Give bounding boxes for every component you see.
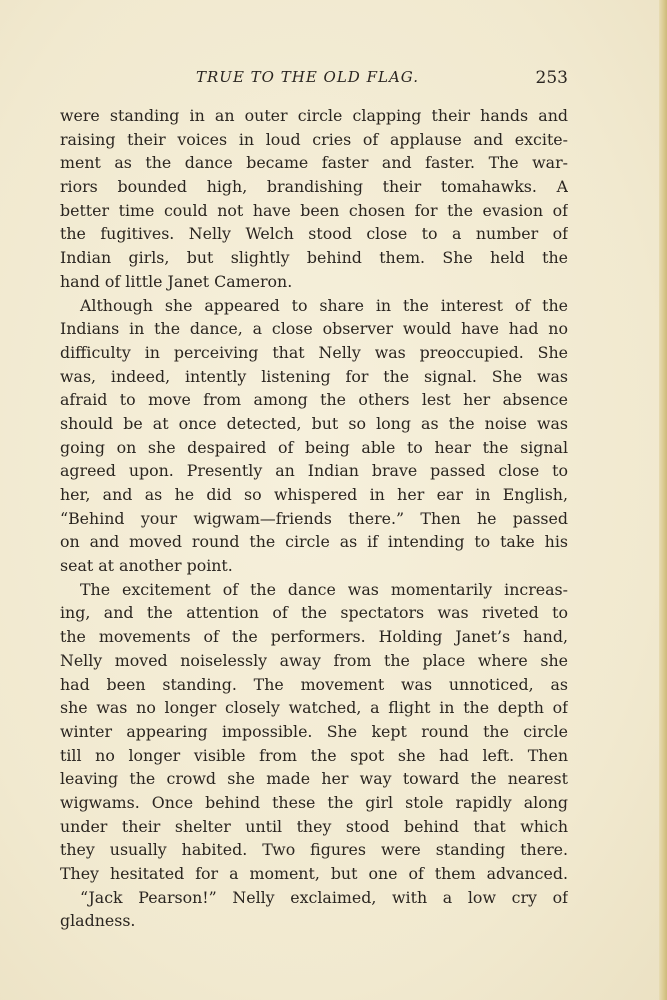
text-line: had been standing. The movement was unnoticed, as: [60, 674, 568, 694]
text-line: till no longer visible from the spot she had left. Then: [60, 745, 568, 765]
text-line: she was no longer closely watched, a flight in the depth of: [60, 698, 568, 718]
text-line: riors bounded high, brandishing their tomahawks. A: [60, 177, 568, 197]
text-line: Although she appeared to share in the interest of the: [80, 295, 568, 315]
text-line: “Jack Pearson!” Nelly exclaimed, with a low cry of: [80, 887, 568, 907]
text-line: hand of little Janet Cameron.: [60, 271, 293, 291]
text-line: going on she despaired of being able to hear the signal: [60, 437, 568, 457]
text-line: wigwams. Once behind these the girl stole rapidly along: [60, 792, 568, 812]
text-line: ing, and the attention of the spectators was riveted to: [60, 603, 568, 623]
page-number: 253: [535, 68, 568, 88]
body-text: [60, 104, 568, 933]
text-line: “Behind your wigwam—friends there.” Then he passed: [60, 508, 568, 528]
text-line: The excitement of the dance was momentarily increas-: [80, 579, 568, 599]
text-line: were standing in an outer circle clapping their hands and: [60, 106, 568, 125]
text-line: the movements of the performers. Holding Janet’s hand,: [60, 627, 568, 647]
text-line: They hesitated for a moment, but one of them advanced.: [60, 864, 568, 883]
page-header: [60, 68, 568, 92]
text-line: afraid to move from among the others lest her absence: [60, 390, 568, 410]
text-line: gladness.: [60, 911, 136, 931]
page-edge: [659, 0, 667, 1000]
text-line: they usually habited. Two figures were standing there.: [60, 840, 568, 860]
text-line: on and moved round the circle as if intending to take his: [60, 532, 568, 552]
text-line: should be at once detected, but so long as the noise was: [60, 413, 568, 433]
text-line: the fugitives. Nelly Welch stood close to a number of: [60, 224, 568, 244]
text-line: Nelly moved noiselessly away from the place where she: [60, 650, 568, 670]
text-line: her, and as he did so whispered in her ear in English,: [60, 485, 568, 504]
text-line: leaving the crowd she made her way toward the nearest: [60, 769, 568, 789]
text-line: under their shelter until they stood behind that which: [60, 816, 568, 836]
text-line: seat at another point.: [60, 556, 233, 576]
text-line: Indian girls, but slightly behind them. She held the: [60, 248, 568, 268]
text-line: ment as the dance became faster and faster. The war-: [60, 153, 568, 173]
text-line: difficulty in perceiving that Nelly was preoccupied. She: [60, 342, 568, 362]
text-line: agreed upon. Presently an Indian brave passed close to: [60, 461, 568, 481]
text-line: Indians in the dance, a close observer would have had no: [60, 319, 568, 339]
text-line: raising their voices in loud cries of applause and excite-: [60, 129, 568, 149]
text-line: better time could not have been chosen for the evasion of: [60, 200, 568, 220]
text-line: winter appearing impossible. She kept round the circle: [60, 721, 568, 741]
running-title: TRUE TO THE OLD FLAG.: [196, 68, 420, 86]
text-line: was, indeed, intently listening for the signal. She was: [60, 366, 568, 386]
